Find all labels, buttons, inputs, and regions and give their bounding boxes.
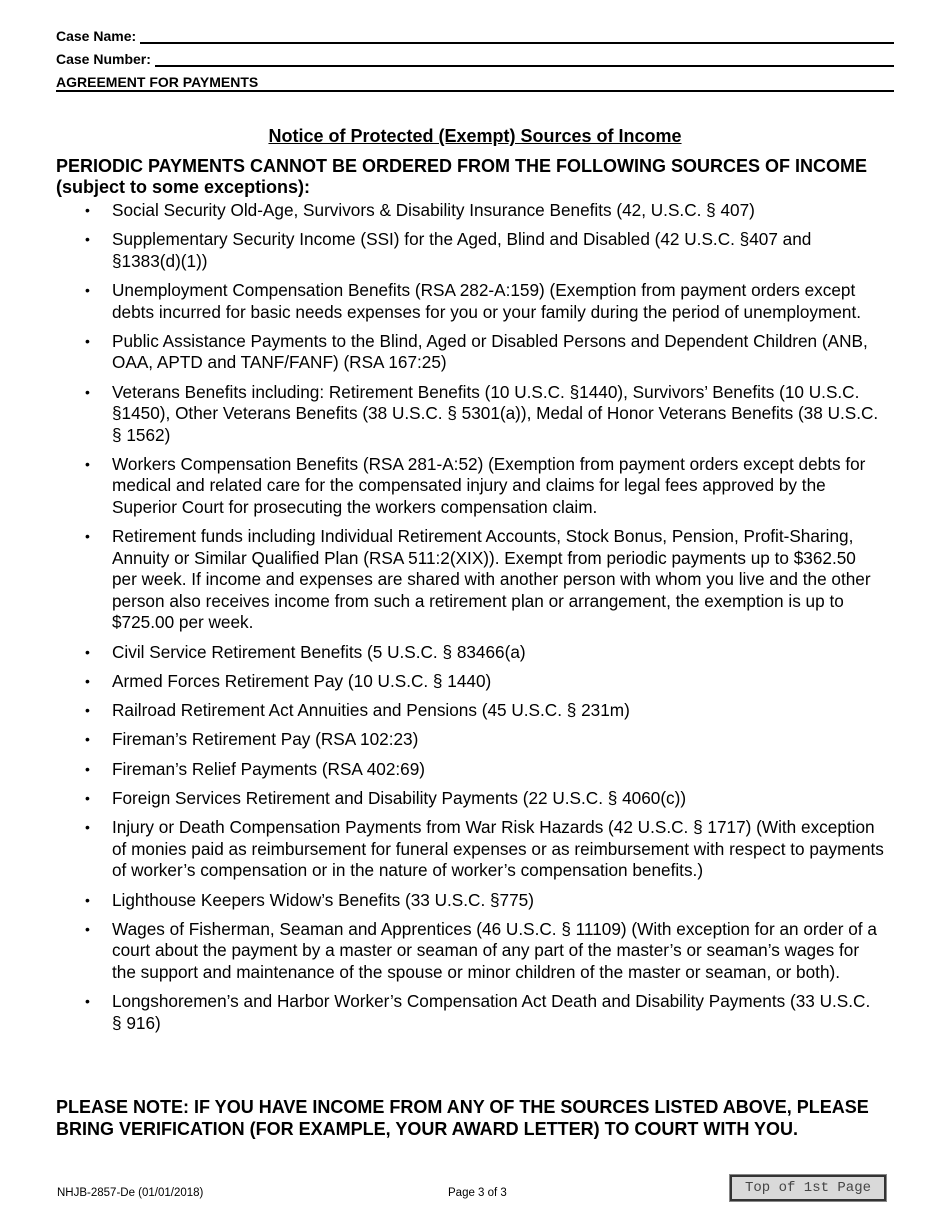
list-item-text: Foreign Services Retirement and Disability Payments (22 U.S.C. § 4060(c)) (112, 788, 687, 809)
notice-title: Notice of Protected (Exempt) Sources of Income (268, 126, 682, 146)
bullet-icon: • (85, 920, 90, 937)
list-item-text: Longshoremen’s and Harbor Worker’s Compensation Act Death and Disability Payments (33 U.S.C. § 916) (112, 991, 871, 1033)
bullet-icon: • (85, 790, 90, 807)
bullet-icon: • (85, 891, 90, 908)
list-item (0, 991, 884, 1034)
list-item-text: Fireman’s Relief Payments (RSA 402:69) (112, 758, 426, 779)
bullet-icon: • (85, 760, 90, 777)
bullet-icon: • (85, 643, 90, 660)
bullet-icon: • (85, 672, 90, 689)
form-id: NHJB-2857-De (01/01/2018) (57, 1187, 204, 1199)
list-item-text: Retirement funds including Individual Retirement Accounts, Stock Bonus, Pension, Profit-Sharing, Annuity or Similar Qualified Plan (RSA 511:2(XIX)). Exempt from periodic payments up to $362.50 per week. If income and expenses are shared with another person with whom you live and the other person also receives income from such a retirement plan or arrangement, the exemption is up to $725.00 per week. (112, 526, 871, 633)
case-name-field[interactable] (140, 28, 894, 44)
list-item-text: Public Assistance Payments to the Blind, Aged or Disabled Persons and Dependent Children (ANB, OAA, APTD and TANF/FANF) (RSA 167:25) (112, 330, 868, 373)
bullet-icon: • (85, 731, 90, 748)
bullet-icon: • (85, 455, 90, 472)
list-item (0, 788, 884, 810)
agreement-title: AGREEMENT FOR PAYMENTS (56, 74, 894, 91)
bullet-icon: • (85, 383, 90, 400)
case-name-row (56, 28, 894, 44)
list-item-text: Railroad Retirement Act Annuities and Pensions (45 U.S.C. § 231m) (112, 700, 630, 721)
case-number-field[interactable] (155, 51, 894, 67)
top-of-first-page-button[interactable]: Top of 1st Page (730, 1175, 886, 1201)
list-item-text: Workers Compensation Benefits (RSA 281-A:52) (Exemption from payment orders except debts for medical and related care for the compensated injury and claims for legal fees approved by the Superior Court for prosecuting the workers compensation claim. (112, 453, 866, 517)
bullet-icon: • (85, 202, 90, 218)
list-item (0, 759, 884, 781)
bullet-icon: • (85, 332, 90, 349)
list-item-text: Lighthouse Keepers Widow’s Benefits (33 U.S.C. §775) (112, 889, 534, 910)
bullet-icon: • (85, 819, 90, 836)
list-item-text: Wages of Fisherman, Seaman and Apprentices (46 U.S.C. § 11109) (With exception for an order of a court about the payment by a master or seaman of any part of the master’s or seaman’s wages for the support and maintenance of the spouse or minor children of the master or seaman, or both). (112, 918, 877, 982)
list-item (0, 200, 884, 222)
list-item (0, 817, 884, 882)
list-item (0, 671, 884, 693)
list-item-text: Veterans Benefits including: Retirement Benefits (10 U.S.C. §1440), Survivors’ Benefits (10 U.S.C. §1450), Other Veterans Benefits (38 U.S.C. § 5301(a)), Medal of Honor Veterans Benefits (38 U.S.C. § 1562) (112, 381, 879, 445)
case-number-label: Case Number: (56, 51, 151, 67)
exempt-income-list (0, 200, 950, 1042)
list-item-text: Social Security Old-Age, Survivors & Disability Insurance Benefits (42, U.S.C. § 407) (112, 200, 755, 220)
list-item (0, 280, 884, 323)
list-item (0, 331, 884, 374)
bullet-icon: • (85, 528, 90, 545)
list-item-text: Unemployment Compensation Benefits (RSA 282-A:159) (Exemption from payment orders except debts incurred for basic needs expenses for you or your family during the period of unemployment. (112, 280, 862, 322)
list-item (0, 454, 884, 519)
case-number-row (56, 51, 894, 67)
periodic-payments-warning: PERIODIC PAYMENTS CANNOT BE ORDERED FROM THE FOLLOWING SOURCES OF INCOME (subject to some exceptions): (56, 156, 868, 197)
list-item (0, 382, 884, 447)
list-item (0, 229, 884, 272)
bullet-icon: • (85, 231, 90, 248)
bullet-icon: • (85, 993, 90, 1010)
bullet-icon: • (85, 702, 90, 719)
header-divider (56, 91, 894, 92)
list-item-text: Civil Service Retirement Benefits (5 U.S.C. § 83466(a) (112, 641, 526, 662)
list-item-text: Armed Forces Retirement Pay (10 U.S.C. § 1440) (112, 670, 492, 691)
list-item (0, 700, 884, 722)
list-item (0, 526, 884, 634)
list-item (0, 729, 884, 751)
please-note: PLEASE NOTE: IF YOU HAVE INCOME FROM ANY OF THE SOURCES LISTED ABOVE, PLEASE BRING VERIFICATION (FOR EXAMPLE, YOUR AWARD LETTER) TO COURT WITH YOU. (56, 1097, 869, 1139)
case-name-label: Case Name: (56, 28, 137, 44)
list-item (0, 642, 884, 664)
list-item-text: Supplementary Security Income (SSI) for the Aged, Blind and Disabled (42 U.S.C. §407 and §1383(d)(1)) (112, 229, 812, 271)
list-item (0, 890, 884, 912)
bullet-icon: • (85, 282, 90, 299)
list-item-text: Fireman’s Retirement Pay (RSA 102:23) (112, 729, 419, 750)
list-item-text: Injury or Death Compensation Payments from War Risk Hazards (42 U.S.C. § 1717) (With exception of monies paid as reimbursement for funeral expenses or as reimbursement with respect to payments of worker’s compensation or in the nature of worker’s compensation benefits.) (112, 817, 884, 881)
list-item (0, 919, 884, 984)
page-number: Page 3 of 3 (448, 1187, 507, 1199)
